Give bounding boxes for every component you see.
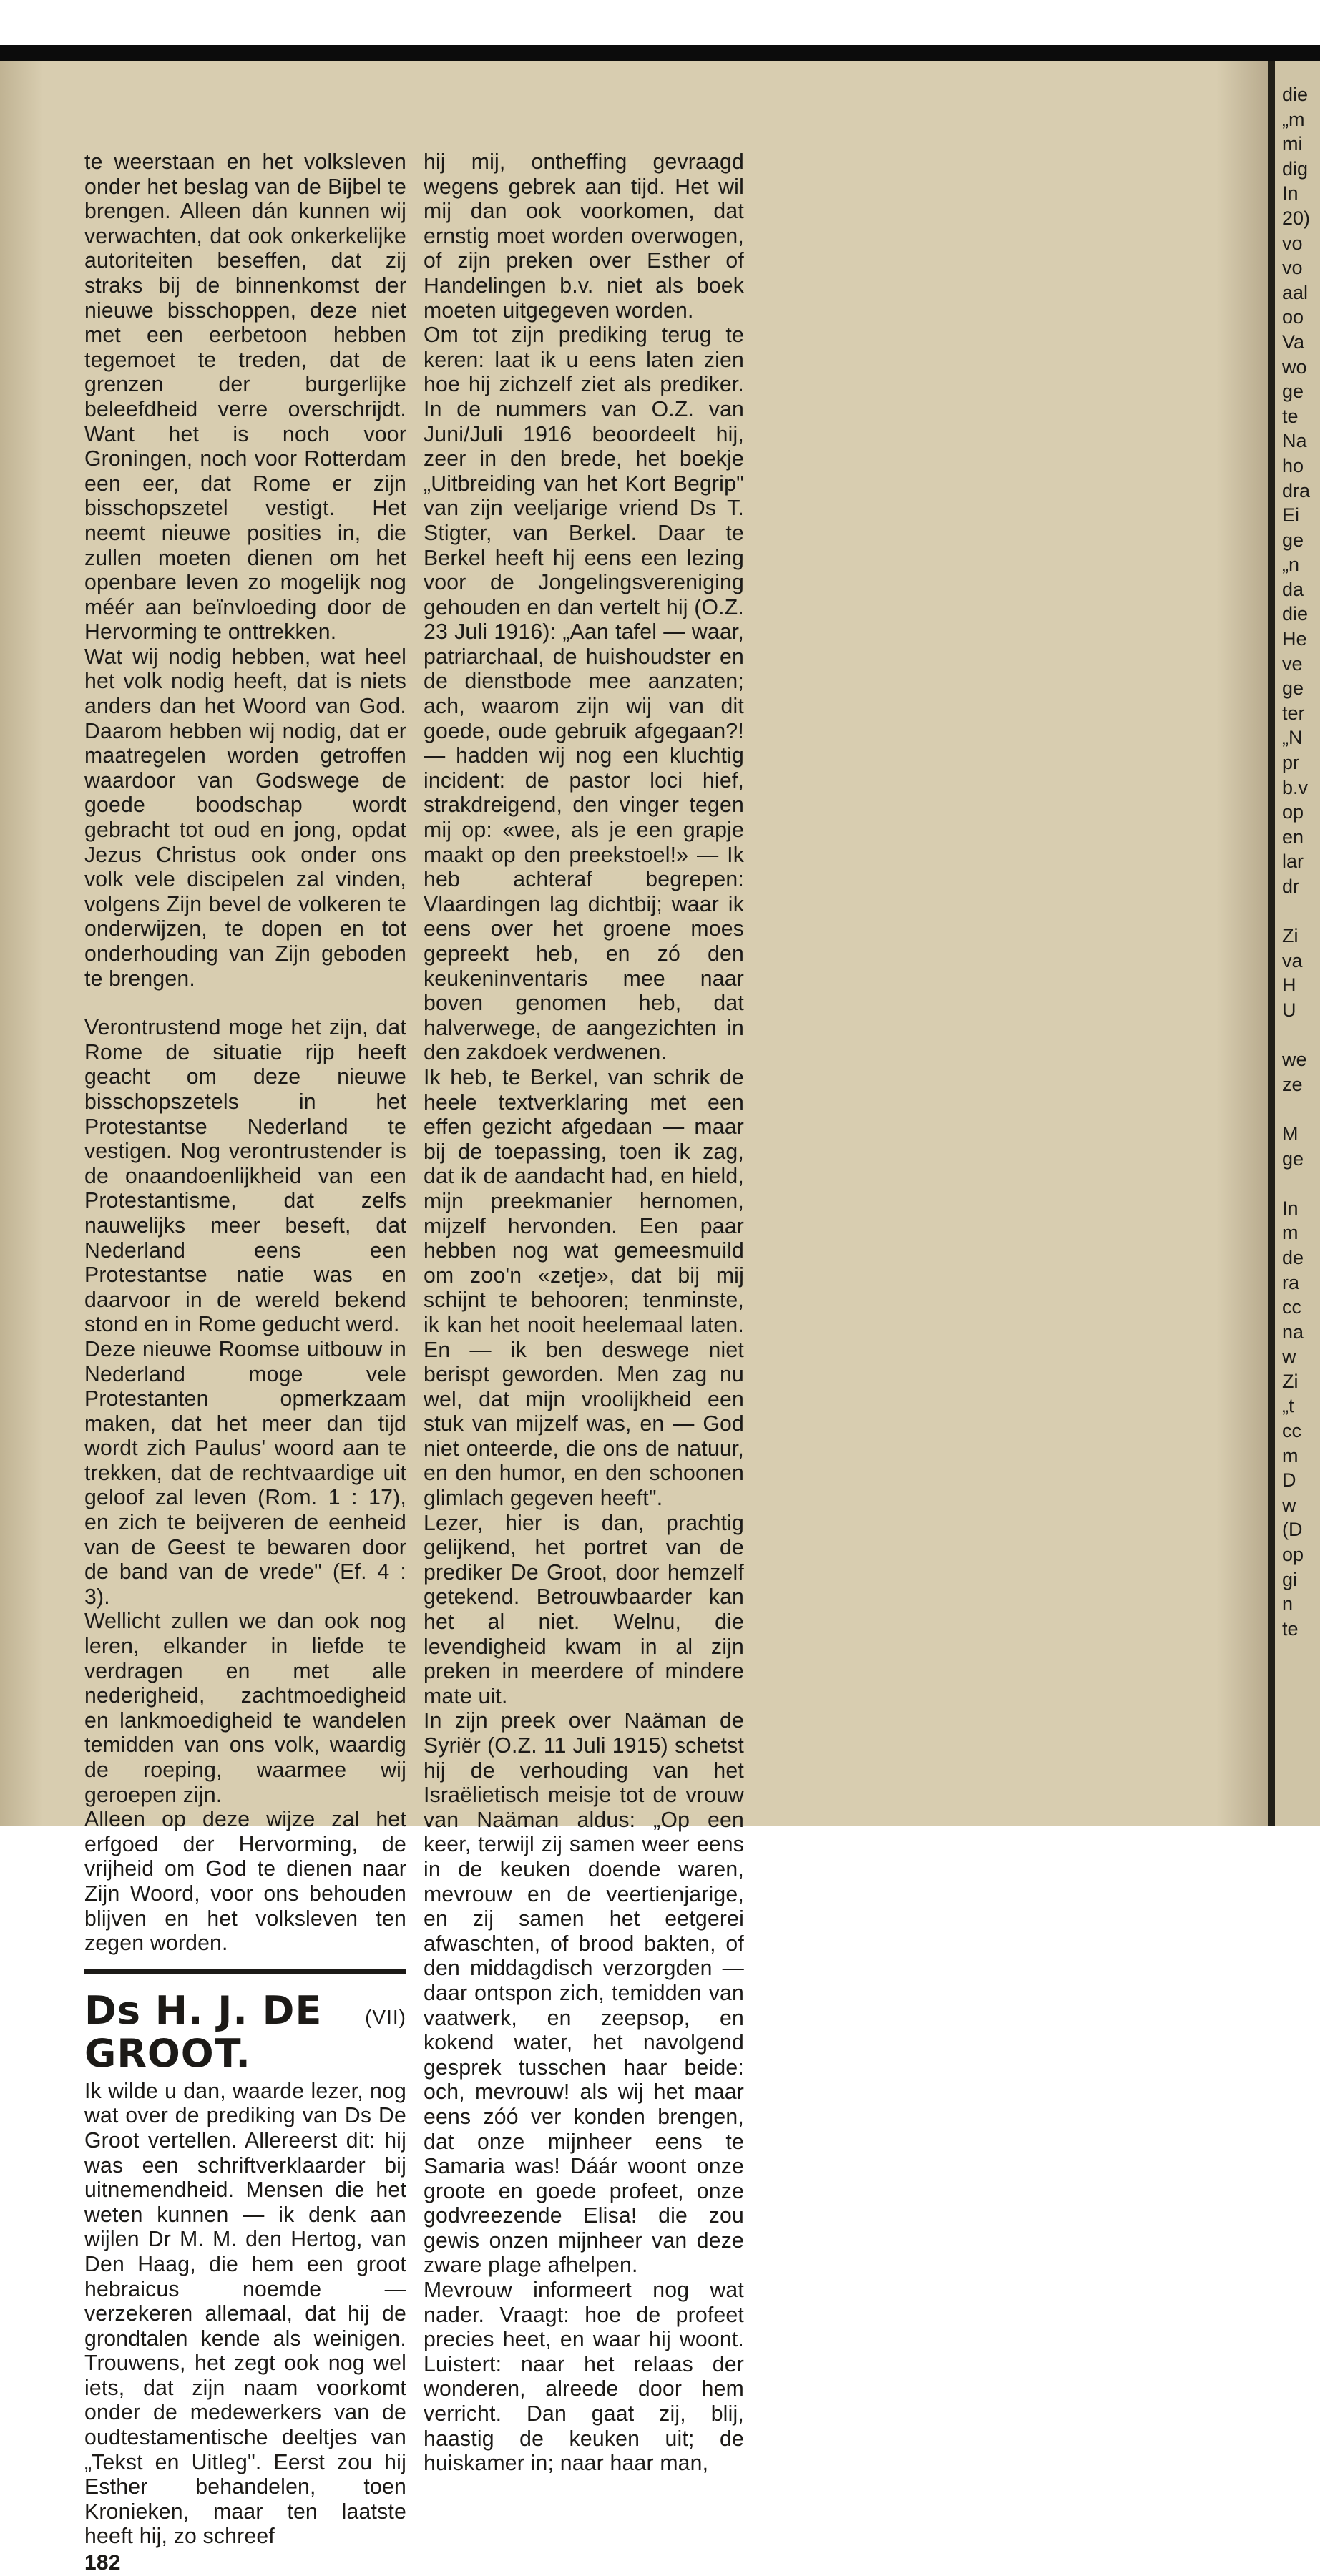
adjacent-page-line: ho (1282, 454, 1304, 476)
adjacent-page-line: ra (1282, 1271, 1300, 1293)
adjacent-page-line: b.v (1282, 776, 1309, 798)
adjacent-page-line: m (1282, 1222, 1299, 1244)
adjacent-page-line: op (1282, 1544, 1304, 1566)
paragraph: In zijn preek over Naäman de Syriër (O.Z. 11 Juli 1915) schetst hij de verhouding van het Israëlietisch meisje tot de vrouw van Naäman aldus: „Op een keer, terwijl zij samen weer eens in de keuken doende waren, mevrouw en de veertienjarige, en zij samen het eetgerei afwaschten, of brood bakten, of den middagdisch verzorgden — daar ontspon zich, temidden van vaatwerk, en zeepsop, en kokend water, het navolgend gesprek tusschen haar beide: och, mevrouw! als wij het maar eens zóó ver konden brengen, dat onze mijnheer eens te Samaria was! Dáár woont onze groote en goede profeet, onze godvreezende Elisa! die zou gewis onzen mijnheer van deze zware plage afhelpen. (424, 1709, 744, 2278)
adjacent-page-line: de (1282, 1246, 1304, 1268)
adjacent-page-line: Zi (1282, 1370, 1299, 1392)
article-heading (84, 1989, 406, 2075)
adjacent-page-line: He (1282, 628, 1307, 650)
adjacent-page-line: en (1282, 826, 1304, 848)
paragraph: Verontrustend moge het zijn, dat Rome de situatie rijp heeft geacht om deze nieuwe bisschopszetels in het Protestantse Nederland te vestigen. Nog verontrustender is de onaandoenlijkheid van een Protestantisme, dat zelfs nauwelijks meer beseft, dat Nederland eens een Protestantse natie was en daarvoor in de wereld bekend stond en in Rome geducht werd. (84, 1016, 406, 1337)
adjacent-page-line: na (1282, 1321, 1304, 1343)
adjacent-page-line: ge (1282, 381, 1304, 403)
page-number: 182 (84, 2551, 121, 2575)
adjacent-page-line (1282, 1171, 1318, 1196)
adjacent-page-line (1282, 1097, 1318, 1122)
adjacent-page-line: ge (1282, 677, 1304, 700)
adjacent-page-line: Ei (1282, 504, 1300, 527)
adjacent-page-line: die (1282, 603, 1309, 625)
adjacent-page-line: ge (1282, 1147, 1304, 1170)
adjacent-page-line: „m (1282, 108, 1305, 130)
adjacent-page-line: ve (1282, 652, 1303, 675)
adjacent-page-line: te (1282, 405, 1299, 427)
adjacent-page-line: mi (1282, 133, 1303, 155)
paragraph: te weerstaan en het volksleven onder het beslag van de Bijbel te brengen. Alleen dán kunnen wij verwachten, dat ook onkerkelijke autoriteiten beseffen, dat zij straks bij de binnenkomst der nieuwe bisschoppen, deze niet met een eerbetoon hebben tegemoet te treden, dat de grenzen der burgerlijke beleefdheid verre overschrijdt. Want het is noch voor Groningen, noch voor Rotterdam een eer, dat Rome er zijn bisschopszetel vestigt. Het neemt nieuwe posities in, die zullen moeten dienen om het openbare leven zo mogelijk nog méér aan beïnvloeding door de Hervorming te onttrekken. (84, 150, 406, 645)
paragraph: Wat wij nodig hebben, wat heel het volk nodig heeft, dat is niets anders dan het Woord van God. Daarom hebben wij nodig, dat er maatregelen worden getroffen waardoor van Godswege de goede boodschap wordt gebracht tot oud en jong, opdat Jezus Christus ook onder ons volk vele discipelen zal vinden, volgens Zijn bevel de volkeren te onderwijzen, te dopen en tot onderhouding van Zijn geboden te brengen. (84, 645, 406, 991)
adjacent-page-line: pr (1282, 752, 1300, 774)
adjacent-page-line: 20) (1282, 207, 1311, 229)
adjacent-page-line: w (1282, 1346, 1296, 1368)
adjacent-page-line: (D (1282, 1519, 1303, 1541)
adjacent-page-line: H (1282, 974, 1296, 996)
adjacent-page-line: „t (1282, 1395, 1294, 1417)
adjacent-page-line: da (1282, 578, 1304, 600)
adjacent-page-text (1282, 82, 1318, 1641)
adjacent-page-line: ge (1282, 529, 1304, 551)
adjacent-page-line: dr (1282, 876, 1300, 897)
adjacent-page-line: Na (1282, 430, 1307, 452)
scan-top-border (0, 45, 1320, 61)
adjacent-page-line: Zi (1282, 925, 1299, 947)
article-part-number: (VII) (365, 2005, 406, 2028)
adjacent-page-line: aal (1282, 281, 1309, 303)
adjacent-page-line: va (1282, 949, 1303, 971)
paragraph: Lezer, hier is dan, prachtig gelijkend, het portret van de prediker De Groot, door hemzelf getekend. Betrouwbaarder kan het al niet. Welnu, die levendigheid kwam in al zijn preken in meerdere of mindere mate uit. (424, 1511, 744, 1708)
article-title: Ds H. J. DE GROOT. (84, 1987, 323, 2076)
right-column (424, 150, 744, 2477)
adjacent-page-line: gi (1282, 1568, 1298, 1590)
adjacent-page-line: m (1282, 1444, 1299, 1466)
adjacent-page-line: „n (1282, 554, 1300, 576)
adjacent-page-line: In (1282, 182, 1299, 205)
adjacent-page-fragment (1275, 61, 1320, 1826)
paragraph: Om tot zijn prediking terug te keren: laat ik u eens laten zien hoe hij zichzelf ziet als prediker. In de nummers van O.Z. van Juni/Juli 1916 beoordeelt hij, zeer in den brede, het boekje „Uitbreiding van het Kort Begrip" van zijn veeljarige vriend Ds T. Stigter, van Berkel. Daar te Berkel heeft hij eens een lezing voor de Jongelingsvereniging gehouden en dan vertelt hij (O.Z. 23 Juli 1916): „Aan tafel — waar, patriarchaal, de huishoudster en de dienstbode mee aanzaten; ach, waarom zijn wij van dit goede, oude gebruik afgegaan?! — hadden wij nog een kluchtig incident: de pastor loci hief, strakdreigend, den vinger tegen mij op: «wee, als je een grapje maakt op den preekstoel!» — Ik heb achteraf begrepen: Vlaardingen lag dichtbij; waar ik eens over het groene moes gepreekt heb, en zó den keukeninventaris mee naar boven genomen heb, dat halverwege, de aangezichten in den zakdoek verdwenen. (424, 323, 744, 1065)
adjacent-page-line: we (1282, 1049, 1307, 1071)
paragraph-gap (84, 991, 406, 1016)
adjacent-page-line (1282, 899, 1318, 924)
adjacent-page-line: ze (1282, 1073, 1303, 1095)
adjacent-page-line: n (1282, 1593, 1294, 1615)
adjacent-page-line: lar (1282, 851, 1304, 873)
adjacent-page-line: te (1282, 1617, 1299, 1640)
adjacent-page-line: „N (1282, 727, 1303, 749)
adjacent-page-line: dra (1282, 479, 1311, 501)
book-spine-edge (1268, 61, 1275, 1826)
adjacent-page-line: cc (1282, 1420, 1301, 1442)
adjacent-page-line: wo (1282, 356, 1307, 378)
adjacent-page-line: die (1282, 84, 1309, 105)
left-column (84, 150, 406, 2576)
magazine-page (0, 61, 1268, 2575)
paragraph: Alleen op deze wijze zal het erfgoed der Hervorming, de vrijheid om God te dienen naar Zijn Woord, voor ons behouden blijven en het volksleven ten zegen worden. (84, 1808, 406, 1956)
adjacent-page-line (1282, 1023, 1318, 1048)
paragraph: hij mij, ontheffing gevraagd wegens gebrek aan tijd. Het wil mij dan ook voorkomen, dat ernstig moet worden overwogen, of zijn preken over Esther of Handelingen b.v. niet als boek moeten uitgegeven worden. (424, 150, 744, 323)
adjacent-page-line: oo (1282, 306, 1304, 328)
paragraph: Wellicht zullen we dan ook nog leren, elkander in liefde te verdragen en met alle nederigheid, zachtmoedigheid en lankmoedigheid te wandelen temidden van ons volk, waardig de roeping, waarmee wij geroepen zijn. (84, 1610, 406, 1807)
section-divider (84, 1969, 406, 1974)
paragraph: Ik heb, te Berkel, van schrik de heele textverklaring met een effen gezicht afgedaan — maar bij de toepassing, toen ik zag, dat ik de aandacht had, en hield, mijn preekmanier hernomen, mijzelf hervonden. Een paar hebben nog wat gemeesmuild om zoo'n «zetje», dat bij mij schijnt te behooren; tenminste, ik kan het nooit heelemaal laten. En — ik ben deswege niet berispt geworden. Men zag nu wel, dat mijn vroolijkheid een stuk van mijzelf was, en — God niet onteerde, die ons de natuur, en den humor, en den schoonen glimlach gegeven heeft". (424, 1065, 744, 1511)
adjacent-page-line: M (1282, 1122, 1299, 1145)
paragraph: Ik wilde u dan, waarde lezer, nog wat over de prediking van Ds De Groot vertellen. Allereerst dit: hij was een schriftverklaarder bij uitnemendheid. Mensen die het weten kunnen — ik denk aan wijlen Dr M. M. den Hertog, van Den Haag, die hem een groot hebraicus noemde — verzekeren allemaal, dat hij de grondtalen kende als weinigen. Trouwens, het zegt ook nog wel iets, dat zijn naam voorkomt onder de medewerkers van de oudtestamentische deeltjes van „Tekst en Uitleg". Eerst zou hij Esther behandelen, toen Kronieken, maar ten laatste heeft hij, zo schreef (84, 2079, 406, 2549)
adjacent-page-line: w (1282, 1494, 1296, 1516)
adjacent-page-line: D (1282, 1469, 1296, 1492)
adjacent-page-line: cc (1282, 1296, 1301, 1318)
adjacent-page-line: vo (1282, 232, 1303, 254)
adjacent-page-line: op (1282, 801, 1304, 823)
paragraph: Deze nieuwe Roomse uitbouw in Nederland moge vele Protestanten opmerkzaam maken, dat het meer dan tijd wordt zich Paulus' woord aan te trekken, dat de rechtvaardige uit geloof zal leven (Rom. 1 : 17), en zich te beijveren de eenheid van de Geest te bewaren door de band van de vrede" (Ef. 4 : 3). (84, 1337, 406, 1609)
adjacent-page-line: dig (1282, 157, 1309, 180)
adjacent-page-line: Va (1282, 330, 1305, 353)
adjacent-page-line: U (1282, 999, 1296, 1021)
adjacent-page-line: ter (1282, 702, 1305, 724)
adjacent-page-line: In (1282, 1197, 1299, 1219)
adjacent-page-line: vo (1282, 257, 1303, 279)
paragraph: Mevrouw informeert nog wat nader. Vraagt: hoe de profeet precies heet, en waar hij woont. Luistert: naar het relaas der wonderen, alreede door hem verricht. Dan gaat zij, blij, haastig de keuken uit; de huiskamer in; naar haar man, (424, 2278, 744, 2476)
